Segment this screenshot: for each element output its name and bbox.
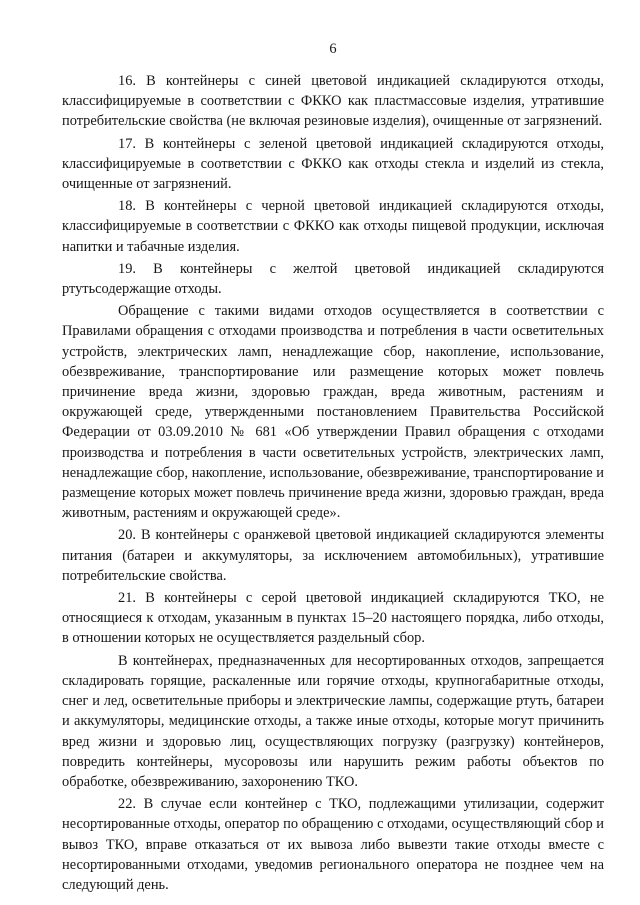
paragraph-17: 17. В контейнеры с зеленой цветовой индикацией складируются отходы, классифицируемые в соответствии с ФККО как отходы стекла и изделий из стекла, очищенные от загрязнений.: [62, 135, 604, 193]
paragraph-20: 20. В контейнеры с оранжевой цветовой индикацией складируются элементы питания (батареи и аккумуляторы, за исключением автомобильных), утратившие потребительские свойства.: [62, 527, 604, 584]
page-number: 6: [329, 41, 337, 57]
paragraph-22: 22. В случае если контейнер с ТКО, подлежащими утилизации, содержит несортированные отходы, оператор по обращению с отходами, осуществляющий сбор и вывоз ТКО, вправе отказаться от их вывоза либо вывезти такие отходы вместе с несортированными отходами, уведомив регионального оператора не позднее чем на следующий день.: [62, 796, 604, 893]
document-body: [62, 71, 604, 895]
paragraph-16: 16. В контейнеры с синей цветовой индикацией складируются отходы, классифицируемые в соответствии с ФККО как пластмассовые изделия, утратившие потребительские свойства (не включая резиновые изделия), очищенные от загрязнений.: [62, 73, 604, 130]
paragraph-18: 18. В контейнеры с черной цветовой индикацией складируются отходы, классифицируемые в соответствии с ФККО как отходы пищевой продукции, исключая напитки и табачные изделия.: [62, 198, 604, 255]
paragraph-21-prohibitions: В контейнерах, предназначенных для несортированных отходов, запрещается складировать горящие, раскаленные или горячие отходы, крупногабаритные отходы, снег и лед, осветительные приборы и электрические лампы, содержащие ртуть, батареи и аккумуляторы, медицинские отходы, а также иные отходы, которые могут причинить вред жизни и здоровью лиц, осуществляющих погрузку (разгрузку) контейнеров, повредить контейнеры, мусоровозы или нарушить режим работы объектов по обработке, обезвреживанию, захоронению ТКО.: [62, 652, 604, 790]
paragraph-19: 19. В контейнеры с желтой цветовой индикацией складируются ртутьсодержащие отходы.: [62, 260, 604, 298]
paragraph-19-handling: Обращение с такими видами отходов осуществляется в соответствии с Правилами обращения с отходами производства и потребления в части осветительных устройств, электрических ламп, ненадлежащие сбор, накопление, использование, обезвреживание, транспортирование или размещение которых может повлечь причинение вреда жизни, здоровью граждан, вреда животным, растениям и окружающей среде, утвержденными постановлением Правительства Российской Федерации от 03.09.2010 № 681 «Об утверждении Правил обращения с отходами производства и потребления в части осветительных устройств, электрических ламп, ненадлежащие сбор, накопление, использование, обезвреживание, транспортирование и размещение которых может повлечь причинение вреда жизни, здоровью граждан, вреда животным, растениям и окружающей среде».: [62, 303, 604, 522]
paragraph-21: 21. В контейнеры с серой цветовой индикацией складируются ТКО, не относящиеся к отходам, указанным в пунктах 15–20 настоящего порядка, либо отходы, в отношении которых не осуществляется раздельный сбор.: [62, 590, 604, 647]
